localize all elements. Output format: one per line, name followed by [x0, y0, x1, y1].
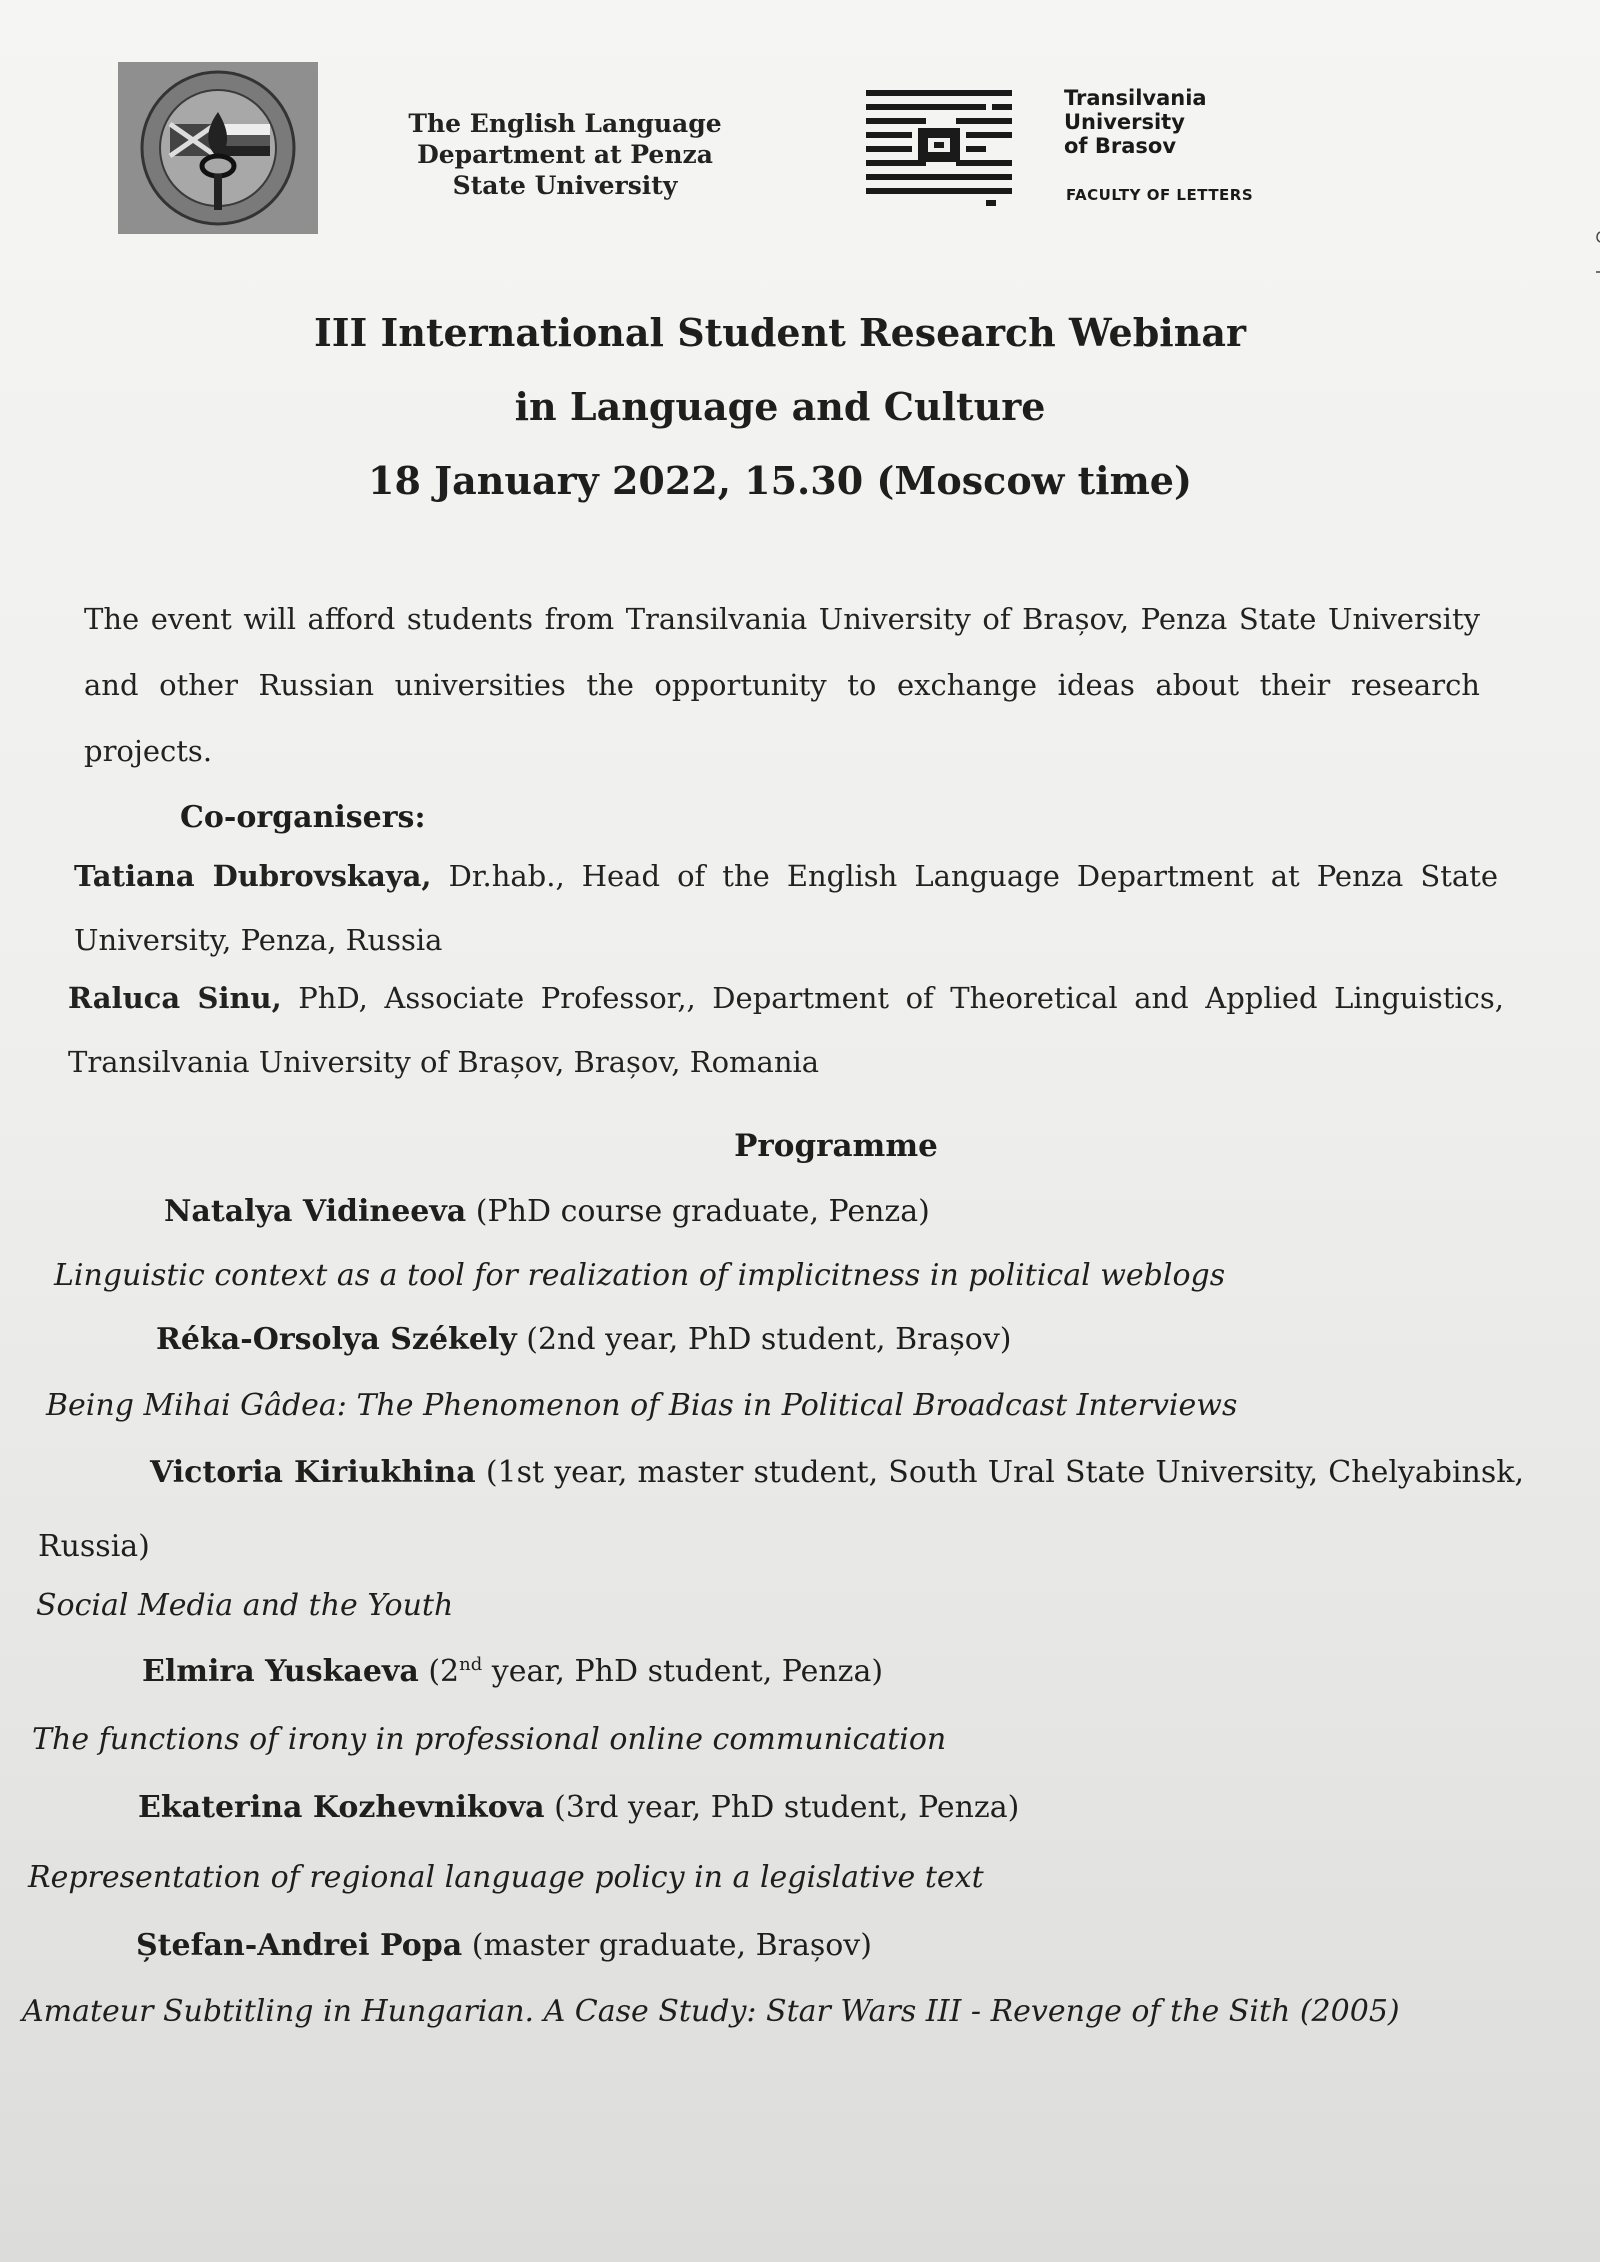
penza-department-name: The English Language Department at Penza State University — [408, 109, 722, 200]
webinar-title — [230, 296, 1330, 518]
seal-emblem-icon — [118, 62, 318, 234]
talk-title: Representation of regional language policy in a legislative text — [28, 1860, 984, 1895]
unitbv-logo-icon — [866, 88, 1016, 208]
speaker-name: Ekaterina Kozhevnikova — [138, 1790, 545, 1825]
coorganiser-details: PhD, Associate Professor,, Department of Theoretical and Applied Linguistics, Transilvania University of Brașov, Brașov, Romania — [68, 981, 1504, 1079]
talk-title: Amateur Subtitling in Hungarian. A Case Study: Star Wars III - Revenge of the Sith (2005) — [22, 1994, 1400, 2029]
speaker-info-post: year, PhD student, Penza) — [482, 1654, 884, 1689]
speaker-info: (PhD course graduate, Penza) — [466, 1194, 930, 1229]
talk-title: Social Media and the Youth — [36, 1588, 454, 1623]
talk-title: Being Mihai Gâdea: The Phenomenon of Bias in Political Broadcast Interviews — [46, 1388, 1238, 1423]
coorganiser-entry — [68, 966, 1504, 1094]
page-edge-mark — [1592, 228, 1600, 278]
faculty-name: FACULTY OF LETTERS — [1066, 186, 1254, 204]
speaker-info: (1st year, master student, South Ural State University, Chelyabinsk, Russia) — [38, 1455, 1524, 1564]
speaker-name: Réka-Orsolya Székely — [156, 1322, 517, 1357]
talk-title: The functions of irony in professional online communication — [32, 1722, 947, 1757]
coorganisers-heading: Co-organisers: — [180, 800, 426, 835]
talk-title: Linguistic context as a tool for realization of implicitness in political weblogs — [54, 1258, 1226, 1293]
title-line-2: in Language and Culture — [514, 384, 1046, 429]
programme-speaker — [164, 1194, 930, 1229]
transilvania-university-name — [1064, 86, 1207, 158]
university-name-line: University — [1064, 110, 1185, 134]
speaker-name: Victoria Kiriukhina — [150, 1455, 476, 1490]
programme-speaker — [38, 1436, 1524, 1584]
speaker-info-superscript: nd — [459, 1654, 483, 1675]
programme-speaker — [138, 1790, 1019, 1825]
title-line-1: III International Student Research Webinar — [314, 310, 1246, 355]
university-name-line: of Brasov — [1064, 134, 1177, 158]
speaker-info: (2nd year, PhD student, Brașov) — [516, 1322, 1012, 1357]
programme-heading: Programme — [734, 1128, 938, 1164]
programme-speaker — [142, 1654, 883, 1689]
speaker-info: (3rd year, PhD student, Penza) — [544, 1790, 1020, 1825]
speaker-info: (master graduate, Brașov) — [462, 1928, 872, 1963]
coorganiser-entry — [74, 844, 1498, 972]
speaker-info-pre: (2 — [418, 1654, 460, 1689]
speaker-name: Elmira Yuskaeva — [142, 1654, 419, 1689]
speaker-name: Ștefan-Andrei Popa — [136, 1928, 463, 1963]
intro-paragraph: The event will afford students from Transilvania University of Brașov, Penza State University and other Russian universities the opportunity to exchange ideas about their research projects. — [84, 602, 1480, 768]
penza-seal-logo — [118, 62, 318, 234]
title-date-line: 18 January 2022, 15.30 (Moscow time) — [368, 458, 1192, 503]
programme-speaker — [156, 1322, 1012, 1357]
coorganiser-name: Raluca Sinu, — [68, 981, 282, 1015]
university-name-line: Transilvania — [1064, 86, 1207, 110]
coorganiser-details: Dr.hab., Head of the English Language Department at Penza State University, Penza, Russia — [74, 859, 1498, 957]
transilvania-university-logo — [866, 88, 1016, 208]
programme-speaker — [136, 1928, 872, 1963]
speaker-name: Natalya Vidineeva — [164, 1194, 467, 1229]
coorganiser-name: Tatiana Dubrovskaya, — [74, 859, 432, 893]
